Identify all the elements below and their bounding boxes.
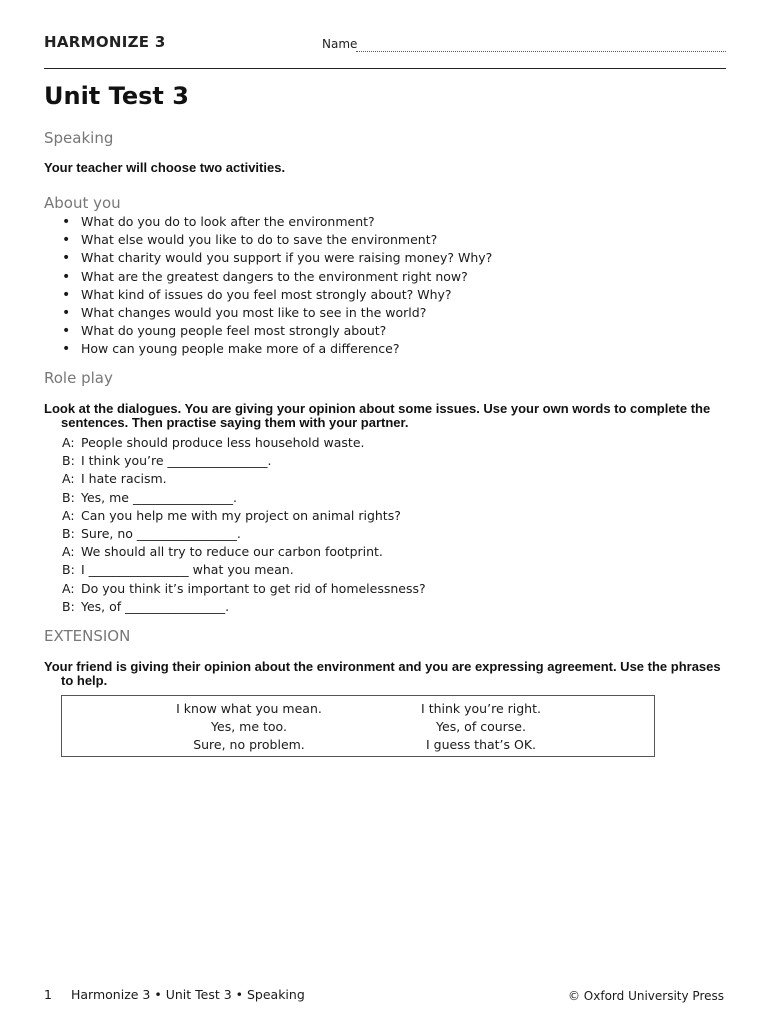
page-number: 1 — [44, 987, 52, 1002]
list-item: • What else would you like to do to save the environment? — [62, 232, 438, 249]
page-title: Unit Test 3 — [44, 82, 189, 110]
bullet-icon: • — [62, 286, 71, 303]
list-item: • What do young people feel most strongly about? — [62, 323, 387, 340]
list-item: • What kind of issues do you feel most strongly about? Why? — [62, 286, 452, 303]
dialogue-line: A: Do you think it’s important to get rid of homelessness? — [62, 580, 426, 596]
phrase-box — [61, 695, 655, 757]
dialogue-line: B: I ________________ what you mean. — [62, 562, 294, 578]
phrase-column-left — [124, 700, 374, 755]
footer-left — [44, 987, 305, 1002]
phrase-item: Yes, me too. — [211, 719, 287, 735]
dialogue-line: B: I think you’re ________________. — [62, 453, 272, 469]
dialogue-line: A: I hate racism. — [62, 471, 167, 487]
list-item: • What charity would you support if you were raising money? Why? — [62, 250, 493, 267]
bullet-icon: • — [62, 214, 71, 230]
phrase-item: Sure, no problem. — [193, 737, 305, 753]
footer-title: Harmonize 3 • Unit Test 3 • Speaking — [71, 987, 305, 1002]
list-item: • How can young people make more of a difference? — [62, 341, 400, 358]
bullet-icon: • — [62, 323, 71, 340]
bullet-icon: • — [62, 341, 71, 358]
bullet-icon: • — [62, 232, 71, 249]
extension-heading: EXTENSION — [44, 627, 131, 645]
extension-instruction: Your friend is giving their opinion about the environment and you are expressing agreement. Use the phrases to help. — [44, 659, 721, 688]
list-item: • What do you do to look after the environment? — [62, 214, 375, 230]
list-item: • What are the greatest dangers to the environment right now? — [62, 268, 468, 285]
bullet-icon: • — [62, 268, 71, 285]
dialogue-line: A: Can you help me with my project on animal rights? — [62, 507, 401, 523]
list-item: • What changes would you most like to see in the world? — [62, 304, 427, 321]
dialogue-line: B: Yes, me ________________. — [62, 489, 237, 505]
dialogue-line: A: We should all try to reduce our carbon footprint. — [62, 544, 383, 560]
dialogue-line: B: Yes, of ________________. — [62, 598, 230, 614]
about-you-list — [62, 213, 492, 359]
phrase-item: Yes, of course. — [436, 719, 526, 735]
phrase-item: I think you’re right. — [421, 701, 541, 716]
copyright: © Oxford University Press — [567, 989, 724, 1003]
name-label: Name — [322, 37, 358, 51]
header-divider — [44, 68, 726, 69]
brand-logo: HARMONIZE 3 — [44, 33, 166, 51]
phrase-item: I guess that’s OK. — [425, 737, 537, 753]
bullet-icon: • — [62, 304, 71, 321]
phrase-column-right — [356, 700, 606, 755]
role-play-dialogue — [62, 434, 426, 616]
speaking-heading: Speaking — [44, 129, 114, 147]
phrase-item: I know what you mean. — [176, 701, 322, 716]
role-play-heading: Role play — [44, 369, 113, 387]
dialogue-line: A: People should produce less household waste. — [62, 435, 365, 450]
dialogue-line: B: Sure, no ________________. — [62, 525, 241, 541]
bullet-icon: • — [62, 250, 71, 267]
speaking-instruction: Your teacher will choose two activities. — [44, 160, 286, 175]
about-you-heading: About you — [44, 194, 121, 212]
name-field-line — [356, 51, 726, 52]
role-play-instruction: Look at the dialogues. You are giving your opinion about some issues. Use your own words to complete the sentences. Then practise saying them with your partner. — [44, 401, 711, 430]
